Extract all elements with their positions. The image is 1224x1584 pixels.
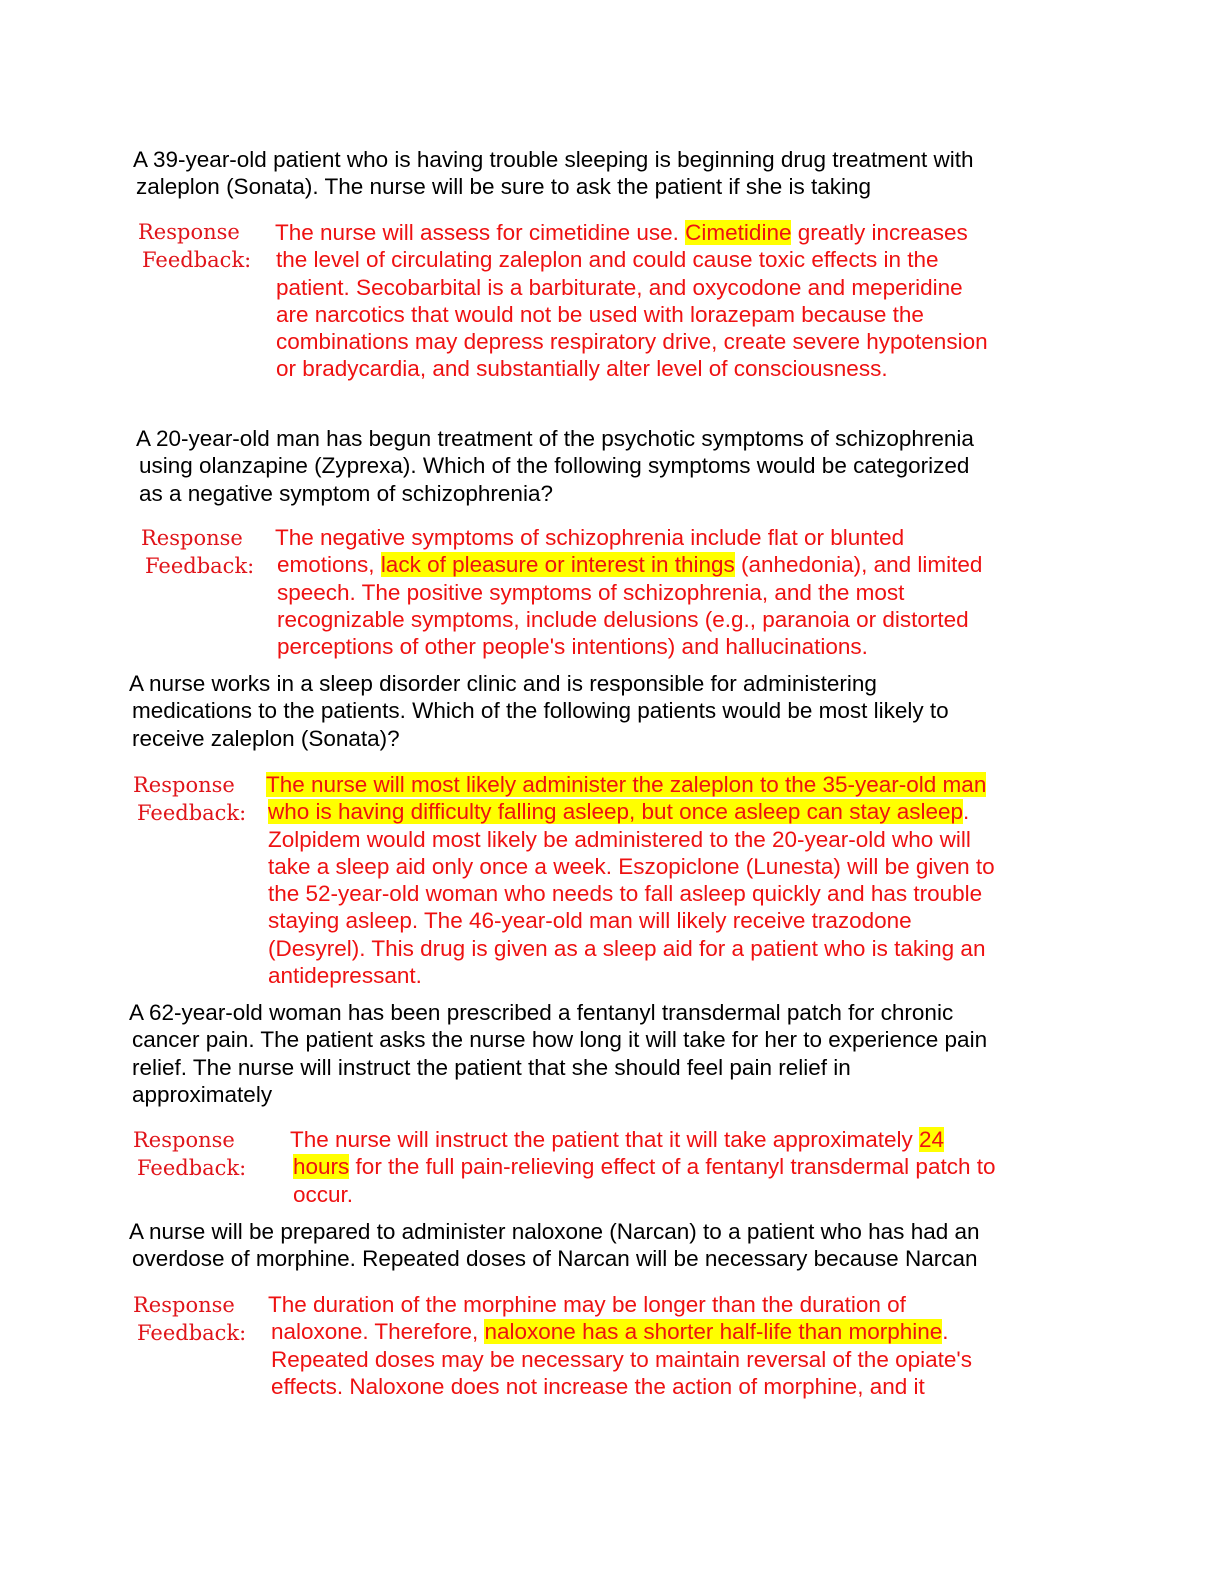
highlighted-text: naloxone has a shorter half-life than morphine [484,1319,943,1345]
feedback-3: The nurse will most likely administer the zaleplon to the 35-year-old man who is having difficulty falling asleep, but once asleep can stay asleep. Zolpidem would most likely be administered to the 20-year-old who will take a sleep aid only once a week. Eszopiclone (Lunesta) will be given to the 52-year-old woman who needs to fall asleep quickly and has trouble staying asleep. The 46-year-old man will likely receive trazodone (Desyrel). This drug is given as a sleep aid for a patient who is taking an antidepressant. [266,772,995,989]
highlighted-text: who is having difficulty falling asleep, but once asleep can stay asleep [268,799,964,825]
highlighted-text: hours [293,1154,350,1180]
response-feedback-label-2: Response Feedback: [141,526,255,578]
feedback-4: The nurse will instruct the patient that it will take approximately 24 hours for the full pain-relieving effect of a fentanyl transdermal patch to occur. [290,1127,996,1207]
highlighted-text: lack of pleasure or interest in things [380,552,735,578]
response-feedback-label-3: Response Feedback: [133,773,247,825]
response-feedback-label-4: Response Feedback: [133,1128,247,1180]
highlighted-text: 24 [919,1127,945,1152]
feedback-1: The nurse will assess for cimetidine use. Cimetidine greatly increases the level of circulating zaleplon and could cause toxic effects in the patient. Secobarbital is a barbiturate, and oxycodone and meperidine are narcotics that would not be used with lorazepam because the combinations may depress respiratory drive, create severe hypotension or bradycardia, and substantially alter level of consciousness. [275,220,988,382]
question-1: A 39-year-old patient who is having trouble sleeping is beginning drug treatment with zaleplon (Sonata). The nurse will be sure to ask the patient if she is taking [133,147,974,200]
response-feedback-label-5: Response Feedback: [133,1293,247,1345]
feedback-2: The negative symptoms of schizophrenia include flat or blunted emotions, lack of pleasure or interest in things (anhedonia), and limited speech. The positive symptoms of schizophrenia, and the most recognizable symptoms, include delusions (e.g., paranoia or distorted perceptions of other people's intentions) and hallucinations. [275,525,983,660]
question-5: A nurse will be prepared to administer naloxone (Narcan) to a patient who has had an overdose of morphine. Repeated doses of Narcan will be necessary because Narcan [129,1219,980,1272]
feedback-5: The duration of the morphine may be longer than the duration of naloxone. Therefore, naloxone has a shorter half-life than morphine. Repeated doses may be necessary to maintain reversal of the opiate's effects. Naloxone does not increase the action of morphine, and it [268,1292,972,1399]
question-2: A 20-year-old man has begun treatment of the psychotic symptoms of schizophrenia using olanzapine (Zyprexa). Which of the following symptoms would be categorized as a negative symptom of schizophrenia? [136,426,974,506]
response-feedback-label-1: Response Feedback: [138,220,252,272]
question-4: A 62-year-old woman has been prescribed a fentanyl transdermal patch for chronic cancer pain. The patient asks the nurse how long it will take for her to experience pain relief. The nurse will instruct the patient that she should feel pain relief in approximately [129,1000,988,1107]
highlighted-text: The nurse will most likely administer the zaleplon to the 35-year-old man [266,772,987,797]
highlighted-text: Cimetidine [685,220,792,245]
question-3: A nurse works in a sleep disorder clinic and is responsible for administering medications to the patients. Which of the following patients would be most likely to receive zaleplon (Sonata)? [129,671,949,751]
